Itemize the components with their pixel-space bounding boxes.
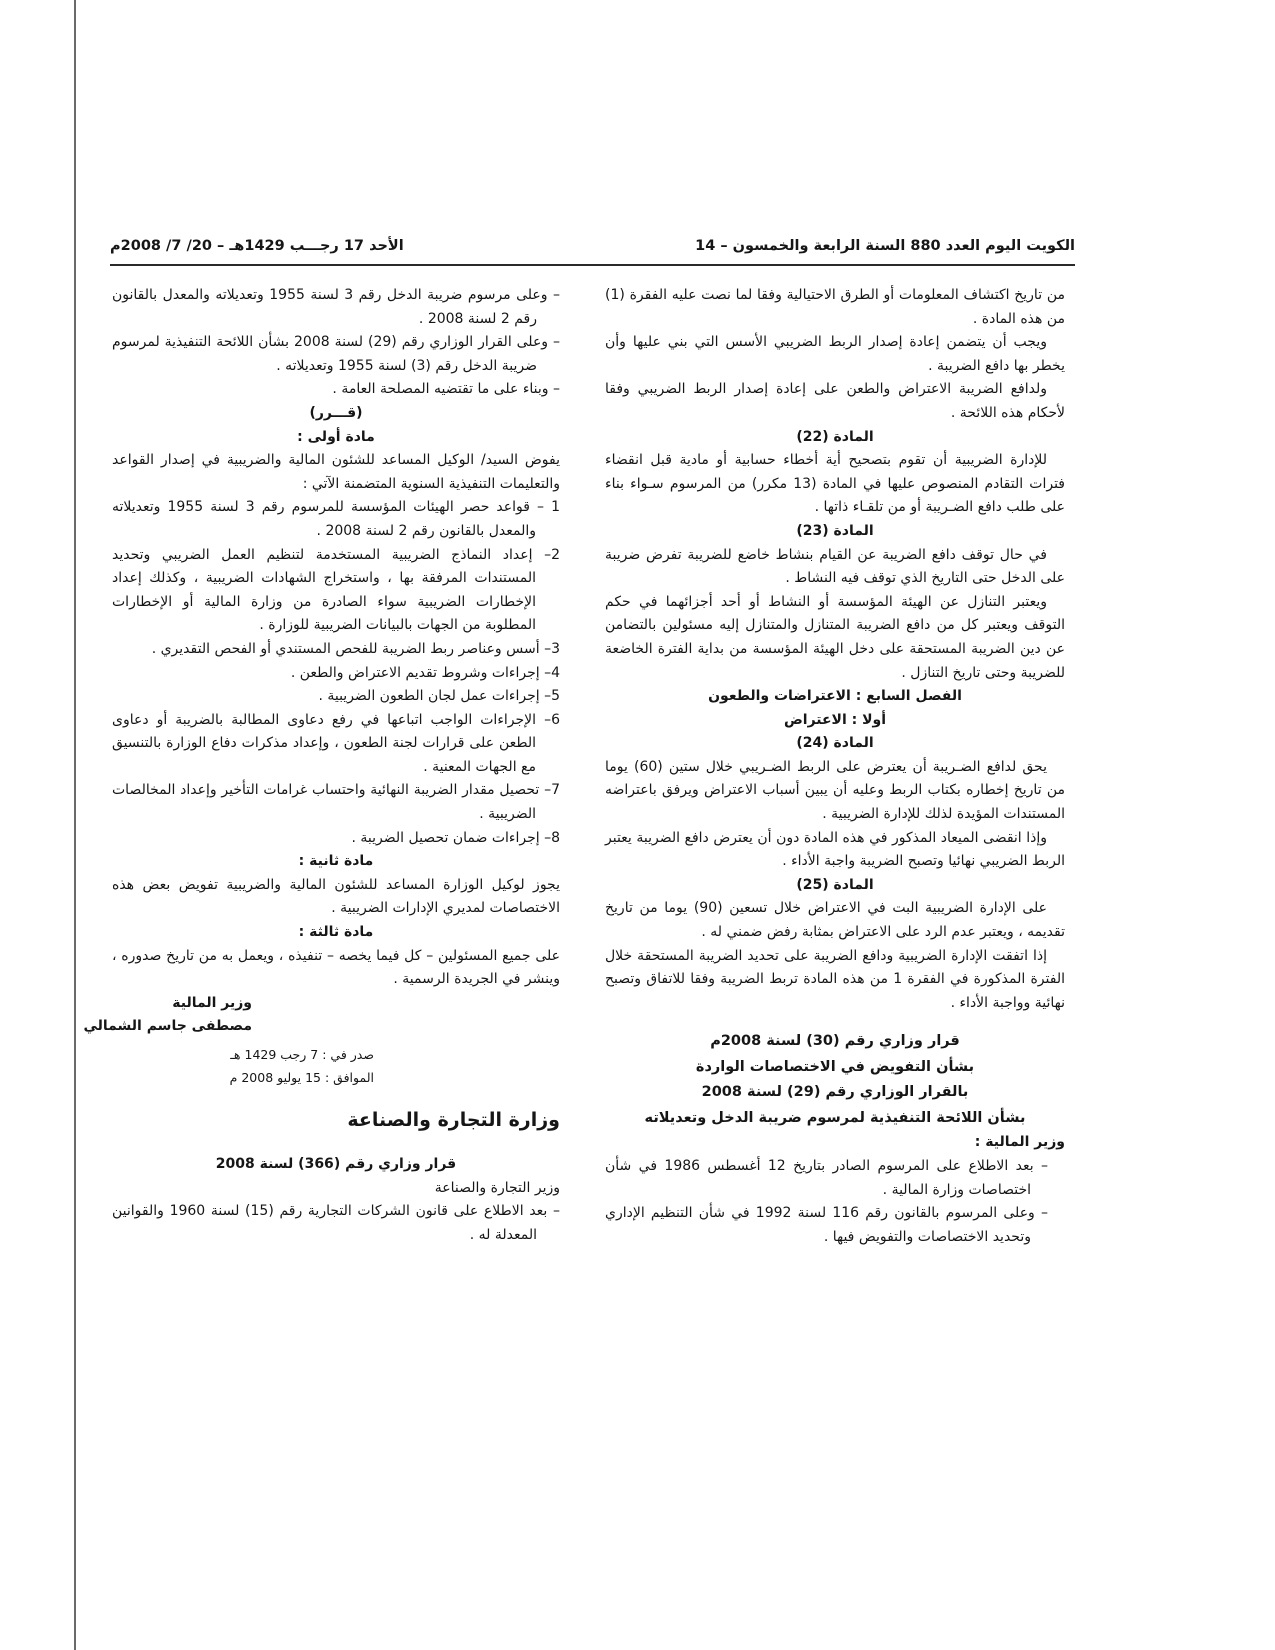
publication-issue-line: الكويت اليوم العدد 880 السنة الرابعة والخمسون – 14 — [695, 238, 1075, 254]
paragraph: في حال توقف دافع الضريبة عن القيام بنشاط خاضع للضريبة تفرض ضريبة على الدخل حتى التاريخ الذي توقف فيه النشاط . — [605, 546, 1065, 587]
paragraph: ولدافع الضريبة الاعتراض والطعن على إعادة إصدار الربط الضريبي وفقا لأحكام هذه اللائحة . — [605, 381, 1065, 421]
signature-block — [83, 992, 252, 1039]
decided-heading: (قـــرر) — [309, 404, 363, 421]
preamble-item: – وعلى مرسوم ضريبة الدخل رقم 3 لسنة 1955 وتعديلاته والمعدل بالقانون رقم 2 لسنة 2008 . — [112, 287, 560, 327]
decision-366-title: قرار وزاري رقم (366) لسنة 2008 — [215, 1156, 457, 1172]
publication-date-line: الأحد 17 رجـــب 1429هـ – 20/ 7/ 2008م — [110, 238, 404, 254]
list-item: 8– إجراءات ضمان تحصيل الضريبة . — [351, 829, 560, 846]
article-heading: المادة (23) — [796, 522, 874, 539]
list-item: 7– تحصيل مقدار الضريبة النهائية واحتساب غرامات التأخير وإعداد المخالصات الضريبية . — [112, 782, 560, 823]
section-title: أولا : الاعتراض — [783, 711, 887, 728]
signature-title: وزير المالية — [172, 994, 252, 1011]
preamble-item: – وعلى القرار الوزاري رقم (29) لسنة 2008 بشأن اللائحة التنفيذية لمرسوم ضريبة الدخل رقم (3) لسنة 1955 وتعديلاته . — [112, 334, 560, 374]
decision-30-title — [605, 1029, 1065, 1131]
paragraph: إذا اتفقت الإدارة الضريبية ودافع الضريبة على تحديد الضريبة المستحقة خلال الفترة المذكورة في الفقرة 1 من هذه المادة تربط الضريبة وفقا للاتفاق وتصبح نهائية وواجبة الأداء . — [605, 947, 1065, 1011]
issued-gregorian-date: الموافق : 15 يوليو 2008 م — [229, 1070, 374, 1085]
chapter-title: الفصل السابع : الاعتراضات والطعون — [708, 688, 962, 705]
left-column — [83, 284, 560, 1247]
paragraph: ويجب أن يتضمن إعادة إصدار الربط الضريبي الأسس التي بني عليها وأن يخطر بها دافع الضريبة . — [605, 334, 1065, 374]
preamble-item: – بعد الاطلاع على قانون الشركات التجارية رقم (15) لسنة 1960 والقوانين المعدلة له . — [112, 1203, 560, 1243]
header-divider — [110, 264, 1075, 266]
paragraph: ويعتبر التنازل عن الهيئة المؤسسة أو النشاط أو أحد أجزائهما في حكم التوقف ويعتبر كل من دافع الضريبة المتنازل والمتنازل إليه مسئولين بالتضامن عن دين الضريبة المستحقة على دخل الهيئة المؤسسة من بداية الفترة الخاضعة للضريبة وحتى تاريخ التنازل . — [605, 593, 1065, 681]
list-item: 4– إجراءات وشروط تقديم الاعتراض والطعن . — [290, 664, 560, 681]
list-item: 1 – قواعد حصر الهيئات المؤسسة للمرسوم رقم 3 لسنة 1955 وتعديلاته والمعدل بالقانون رقم 2 لسنة 2008 . — [112, 499, 560, 539]
decision-issuer: وزير التجارة والصناعة — [434, 1179, 560, 1196]
list-item: 2– إعداد النماذج الضريبية المستخدمة لتنظيم العمل الضريبي وتحديد المستندات المرفقة بها ، واستخراج الشهادات الضريبية ، وكذلك إعداد الإخطارات الضريبية سواء الصادرة من وزارة المالية أو الإخطارات المطلوبة من الجهات بالبيانات الضريبية للوزارة . — [112, 546, 560, 634]
article-heading: المادة (22) — [796, 428, 874, 445]
paragraph: للإدارة الضريبية أن تقوم بتصحيح أية أخطاء حسابية أو مادية قبل انقضاء فترات التقادم المنصوص عليها في المادة (13 مكرر) من المرسوم سـواء بناء على طلب دافع الضـريبة أو من تلقـاء ذاتها . — [605, 452, 1065, 516]
paragraph: يحق لدافع الضـريبة أن يعترض على الربط الضـريبي خلال ستين (60) يوما من تاريخ إخطاره بكتاب الربط وعليه أن يبين أسباب الاعتراض ويرفق باعتراضه المستندات المؤيدة لذلك للإدارة الضريبية . — [605, 758, 1065, 823]
decision-title-line: بالقرار الوزاري رقم (29) لسنة 2008 — [701, 1084, 969, 1101]
list-item: 3– أسس وعناصر ربط الضريبة للفحص المستندي أو الفحص التقديري . — [151, 640, 560, 657]
preamble-item: – وبناء على ما تقتضيه المصلحة العامة . — [332, 381, 560, 398]
list-item: 5– إجراءات عمل لجان الطعون الضريبية . — [318, 688, 560, 705]
paragraph: على الإدارة الضريبية البت في الاعتراض خلال تسعين (90) يوما من تاريخ تقديمه ، ويعتبر عدم الرد على الاعتراض بمثابة رفض ضمني له . — [605, 900, 1065, 941]
ministry-section-title: وزارة التجارة والصناعة — [347, 1109, 560, 1131]
right-column — [605, 284, 1065, 1249]
article-heading: مادة أولى : — [297, 428, 375, 445]
issued-hijri-date: صدر في : 7 رجب 1429 هـ — [230, 1047, 374, 1062]
article-heading: المادة (25) — [796, 876, 874, 893]
decision-title-line: قرار وزاري رقم (30) لسنة 2008م — [710, 1033, 960, 1050]
preamble-item: – بعد الاطلاع على المرسوم الصادر بتاريخ 12 أغسطس 1986 في شأن اختصاصات وزارة المالية . — [605, 1158, 1048, 1198]
paragraph: وإذا انقضى الميعاد المذكور في هذه المادة دون أن يعترض دافع الضريبة يعتبر الربط الضريبي نهائيا وتصبح الضريبة واجبة الأداء . — [605, 829, 1065, 870]
article-heading: مادة ثالثة : — [298, 924, 374, 941]
paragraph: يفوض السيد/ الوكيل المساعد للشئون المالية والضريبية في إصدار القواعد والتعليمات التنفيذية السنوية المتضمنة الآتي : — [112, 452, 560, 492]
article-heading: المادة (24) — [796, 735, 874, 752]
signature-name: مصطفى جاسم الشمالي — [83, 1018, 252, 1035]
list-item: 6– الإجراءات الواجب اتباعها في رفع دعاوى المطالبة بالضريبة أو دعاوى الطعن على قرارات لجنة الطعون ، وإعداد مذكرات دفاع الوزارة بالتنسيق مع الجهات المعنية . — [112, 711, 560, 775]
page-header — [110, 238, 1075, 264]
paragraph: من تاريخ اكتشاف المعلومات أو الطرق الاحتيالية وفقا لما نصت عليه الفقرة (1) من هذه المادة . — [605, 287, 1065, 327]
preamble-item: – وعلى المرسوم بالقانون رقم 116 لسنة 1992 في شأن التنظيم الإداري وتحديد الاختصاصات والتفويض فيها . — [605, 1205, 1049, 1245]
scan-edge-line — [74, 0, 76, 1650]
paragraph: على جميع المسئولين – كل فيما يخصه – تنفيذه ، ويعمل به من تاريخ صدوره ، وينشر في الجريدة الرسمية . — [112, 947, 560, 988]
paragraph: يجوز لوكيل الوزارة المساعد للشئون المالية والضريبية تفويض بعض هذه الاختصاصات لمديري الإدارات الضريبية . — [112, 876, 560, 917]
decision-title-line: بشأن اللائحة التنفيذية لمرسوم ضريبة الدخل وتعديلاته — [644, 1109, 1026, 1126]
decision-title-line: بشأن التفويض في الاختصاصات الواردة — [695, 1058, 975, 1075]
article-heading: مادة ثانية : — [298, 853, 374, 870]
decision-issuer: وزير المالية : — [974, 1134, 1065, 1151]
issue-date-block — [112, 1043, 374, 1089]
